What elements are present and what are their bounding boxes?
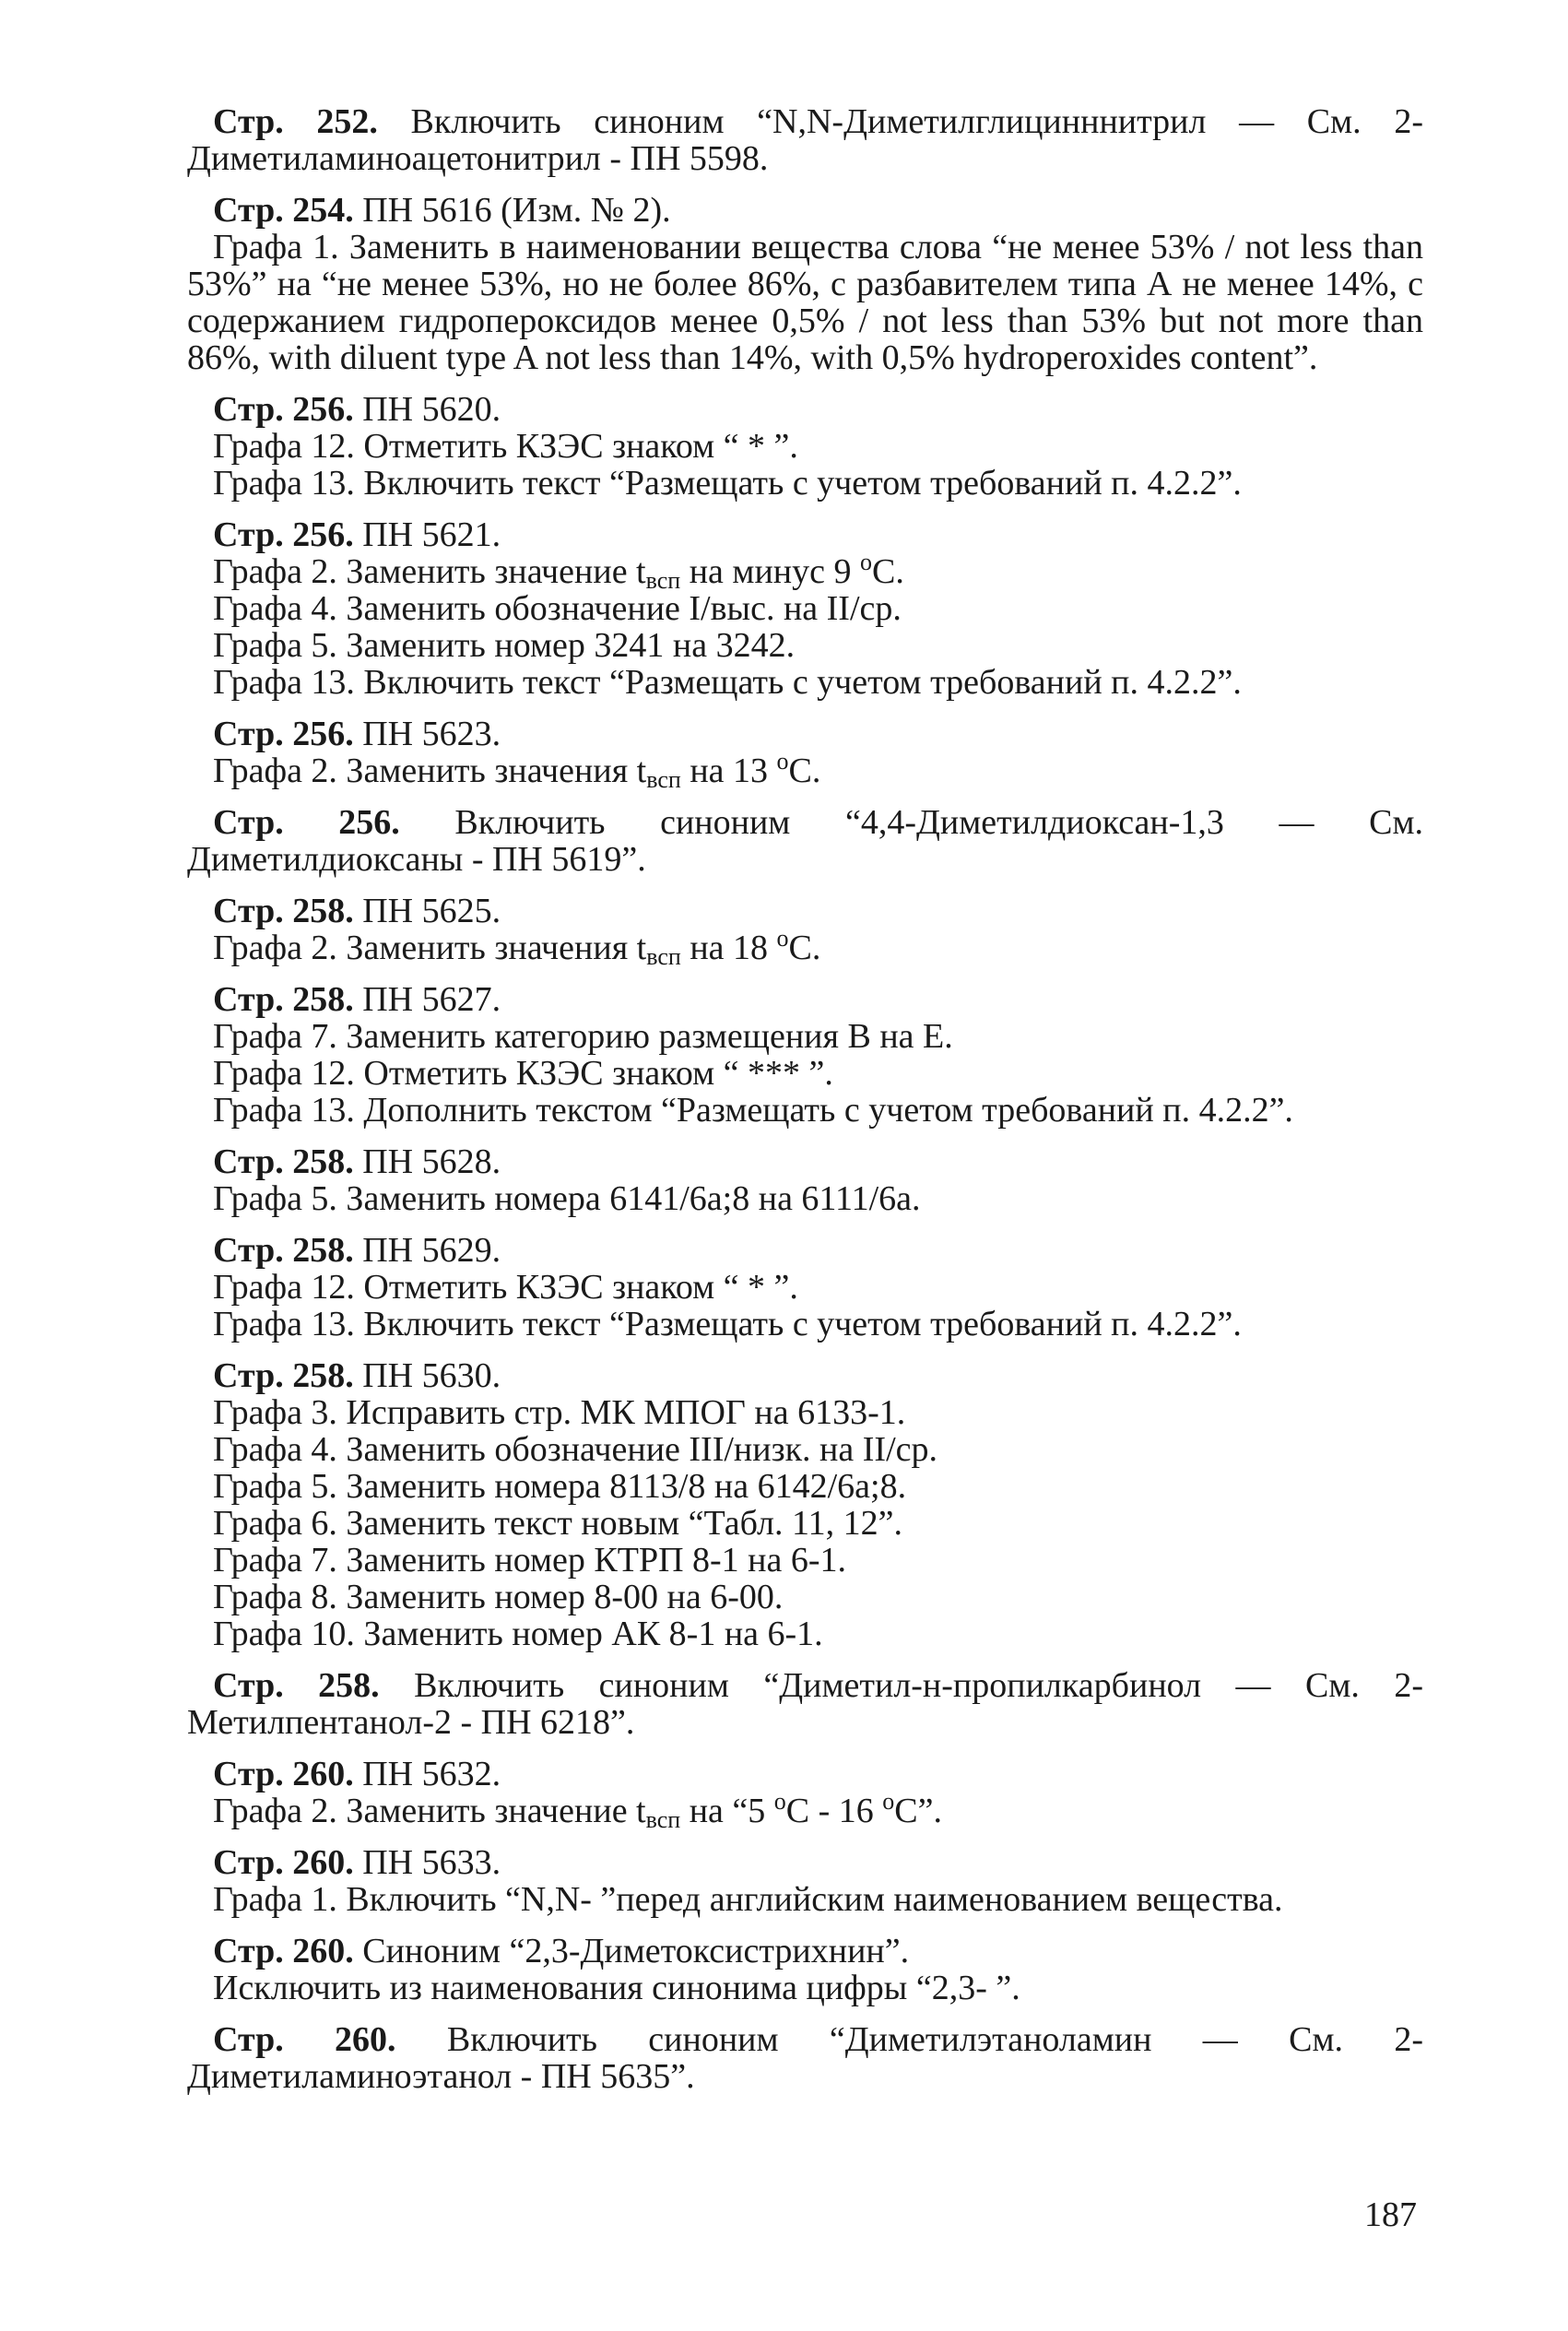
entry-header-text: ПН 5623. [353,715,501,753]
entry-header [187,1933,1423,1970]
instruction-text: Графа 2. Заменить значение t [213,552,646,591]
instruction-text: на 18 [680,929,777,967]
page-ref: Стр. 256. [213,515,354,554]
instruction-text: на 13 [680,751,777,790]
entry [187,103,1423,177]
entry-header [187,893,1423,929]
page-number: 187 [1364,2195,1417,2234]
entry-header [187,1756,1423,1793]
entry [187,804,1423,878]
instruction-text: С. [872,552,904,591]
entry-header-text: ПН 5630. [353,1356,501,1395]
entry [187,516,1423,701]
column-instruction: Графа 4. Заменить обозначение I/выс. на II/ср. [213,589,902,628]
entry-header-text: ПН 5633. [353,1843,501,1882]
column-instruction: Графа 6. Заменить текст новым “Табл. 11, 12”. [213,1504,902,1543]
column-instruction: Графа 5. Заменить номер 3241 на 3242. [213,626,796,665]
page-ref: Стр. 256. [213,390,354,429]
entry [187,1357,1423,1652]
entry [187,192,1423,376]
degree-sign: о [860,549,872,575]
subscript: всп [646,943,681,970]
entry [187,391,1423,502]
entry-header [187,391,1423,428]
degree-sign: о [882,1788,895,1815]
column-instruction [187,1788,1423,1833]
entry-text: Включить синоним “Диметил-н-пропилкарбинол — См. 2-Метилпентанол-2 - ПН 6218”. [187,1666,1423,1742]
entry-text: Включить синоним “4,4-Диметилдиоксан-1,3 — См. Диметилдиоксаны - ПН 5619”. [187,803,1423,879]
page-ref: Стр. 252. [213,102,378,141]
column-instruction: Графа 13. Включить текст “Размещать с учетом требований п. 4.2.2”. [213,663,1242,702]
instruction-text: С. [788,751,821,790]
subscript: всп [645,567,681,594]
column-instruction: Графа 5. Заменить номера 6141/6а;8 на 6111/6а. [213,1179,921,1218]
column-instruction: Графа 3. Исправить стр. МК МПОГ на 6133-1. [213,1393,906,1432]
page-ref: Стр. 260. [213,2020,396,2059]
instruction-text: Графа 2. Заменить значение t [213,1792,646,1830]
column-instruction [187,748,1423,793]
column-instruction: Графа 1. Включить “N,N- ”перед английским наименованием вещества. [213,1880,1283,1919]
instruction-text: Графа 2. Заменить значения t [213,929,647,967]
page-ref: Стр. 260. [213,1843,354,1882]
entry-header-text: ПН 5621. [353,515,501,554]
column-instruction: Графа 10. Заменить номер АК 8-1 на 6-1. [213,1615,823,1653]
entry-header-text: Синоним “2,3-Диметоксистрихнин”. [353,1932,910,1970]
entry [187,1667,1423,1741]
entry-header-text: ПН 5620. [353,390,501,429]
entry-header-text: ПН 5625. [353,892,501,930]
degree-sign: о [776,925,789,952]
entry [187,981,1423,1129]
page-ref: Стр. 254. [213,191,354,230]
column-instruction: Графа 12. Отметить КЗЭС знаком “ *** ”. [213,1054,833,1093]
column-instruction: Графа 7. Заменить категорию размещения В на Е. [213,1017,953,1056]
entry-header [187,192,1423,229]
page-ref: Стр. 256. [213,715,354,753]
instruction-text: С. [788,929,821,967]
entry [187,1755,1423,1833]
page-ref: Стр. 258. [213,1142,354,1181]
degree-sign: о [773,1788,786,1815]
column-instruction: Графа 13. Включить текст “Размещать с учетом требований п. 4.2.2”. [213,1305,1242,1343]
page-ref: Стр. 258. [213,980,354,1019]
entry-header [187,716,1423,752]
page-ref: Стр. 258. [213,1231,354,1270]
entry [187,2021,1423,2095]
entry [187,1143,1423,1217]
entry-paragraph [187,2021,1423,2095]
page-ref: Стр. 256. [213,803,400,842]
degree-sign: о [776,748,789,775]
page-ref: Стр. 260. [213,1932,354,1970]
column-instruction [187,925,1423,970]
page-ref: Стр. 258. [213,1356,354,1395]
instruction-text: С - 16 [785,1792,883,1830]
instruction-text: Графа 2. Заменить значения t [213,751,647,790]
subscript: всп [646,766,681,793]
column-instruction: Графа 7. Заменить номер КТРП 8-1 на 6-1. [213,1541,847,1580]
entry-paragraph [187,1667,1423,1741]
entry-header [187,1232,1423,1269]
entry [187,715,1423,793]
entry-paragraph [187,103,1423,177]
entry-header [187,1844,1423,1881]
entry-text: Включить синоним “N,N-Диметилглицинннитрил — См. 2-Диметиламиноацетонитрил - ПН 5598. [187,102,1423,178]
column-instruction: Исключить из наименования синонима цифры “2,3- ”. [213,1969,1020,2007]
entry-header-text: ПН 5629. [353,1231,501,1270]
entry [187,1933,1423,2006]
instruction-text: С”. [894,1792,942,1830]
entry-paragraph: Графа 1. Заменить в наименовании вещества слова “не менее 53% / not less than 53%” на “не менее 53%, но не более 86%, с разбавителем типа А не менее 14%, с содержанием гидропероксидов менее 0,5% / not less than 53% but not more than 86%, with diluent type A not less than 14%, with 0,5% hydroperoxides content”. [187,228,1423,377]
column-instruction: Графа 5. Заменить номера 8113/8 на 6142/6а;8. [213,1467,907,1506]
instruction-text: на “5 [680,1792,774,1830]
instruction-text: на минус 9 [680,552,860,591]
page-ref: Стр. 258. [213,892,354,930]
column-instruction: Графа 12. Отметить КЗЭС знаком “ * ”. [213,1268,798,1307]
subscript: всп [645,1806,681,1833]
entry-header [187,1357,1423,1394]
entry-header [187,516,1423,553]
column-instruction: Графа 13. Включить текст “Размещать с учетом требований п. 4.2.2”. [213,464,1242,503]
column-instruction: Графа 8. Заменить номер 8-00 на 6-00. [213,1578,784,1616]
column-instruction: Графа 13. Дополнить текстом “Размещать с учетом требований п. 4.2.2”. [213,1091,1293,1130]
entry [187,892,1423,970]
entry-header-text: ПН 5632. [353,1755,501,1793]
entry-header-text: ПН 5627. [353,980,501,1019]
page-ref: Стр. 260. [213,1755,354,1793]
entry [187,1844,1423,1918]
column-instruction: Графа 4. Заменить обозначение III/низк. на II/ср. [213,1430,937,1469]
entry-header [187,1143,1423,1180]
column-instruction: Графа 12. Отметить КЗЭС знаком “ * ”. [213,427,798,466]
entry-header-text: ПН 5616 (Изм. № 2). [353,191,671,230]
entry-header-text: ПН 5628. [353,1142,501,1181]
page-ref: Стр. 258. [213,1666,380,1705]
entry-text: Включить синоним “Диметилэтаноламин — См. 2-Диметиламиноэтанол - ПН 5635”. [187,2020,1423,2096]
entry-paragraph [187,804,1423,878]
column-instruction [187,549,1423,594]
entry [187,1232,1423,1343]
entry-header [187,981,1423,1018]
